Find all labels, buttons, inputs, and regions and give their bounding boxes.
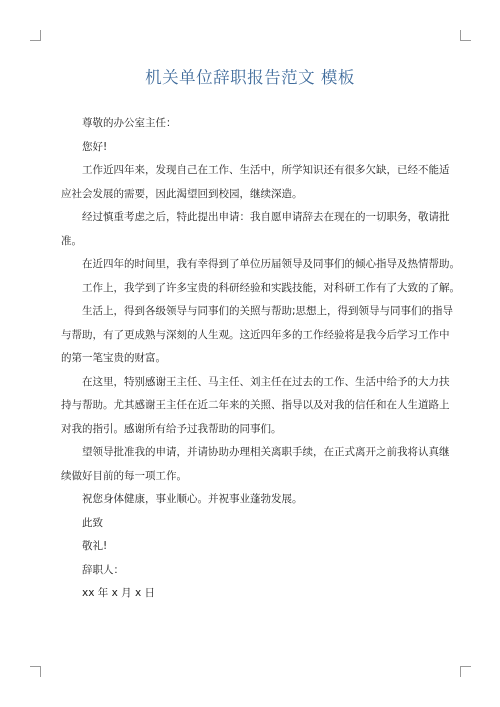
paragraph-line: 生活上，得到各级领导与同事们的关照与帮助;思想上，得到领导与同事们的指导 bbox=[82, 305, 454, 317]
closing-salute: 敬礼! bbox=[82, 540, 108, 552]
corner-mark-bottom-right bbox=[460, 666, 471, 677]
document-title: 机关单位辞职报告范文 模板 bbox=[145, 68, 355, 87]
document-body bbox=[61, 112, 460, 606]
paragraph-line: 望领导批准我的申请，并请协助办理相关离职手续，在正式离开之前我将认真继 bbox=[82, 446, 450, 458]
paragraph-line: 应社会发展的需要，因此渴望回到校园，继续深造。 bbox=[61, 187, 303, 200]
corner-mark-bottom-left bbox=[30, 666, 41, 677]
corner-mark-top-left bbox=[30, 30, 41, 41]
paragraph-line: 持与帮助。尤其感谢王主任在近二年来的关照、指导以及对我的信任和在人生道路上 bbox=[61, 399, 450, 411]
paragraph-line: 的第一笔宝贵的财富。 bbox=[61, 352, 166, 364]
paragraph-line: 工作近四年来，发现自己在工作、生活中，所学知识还有很多欠缺，已经不能适 bbox=[82, 164, 450, 176]
paragraph-line: 工作上，我学到了许多宝贵的科研经验和实践技能，对科研工作有了大致的了解。 bbox=[82, 281, 460, 294]
date-line: xx 年 x 月 x 日 bbox=[82, 587, 156, 599]
paragraph-line: 祝您身体健康，事业顺心。并祝事业蓬勃发展。 bbox=[82, 493, 303, 505]
paragraph-line: 续做好目前的每一项工作。 bbox=[61, 469, 187, 482]
greeting: 您好! bbox=[82, 140, 108, 153]
paragraph-line: 对我的指引。感谢所有给予过我帮助的同事们。 bbox=[61, 422, 282, 435]
paragraph-line: 在这里，特别感谢王主任、马主任、刘主任在过去的工作、生活中给予的大力扶 bbox=[82, 375, 450, 388]
paragraph-line: 经过慎重考虑之后，特此提出申请：我自愿申请辞去在现在的一切职务，敬请批 bbox=[82, 211, 450, 223]
corner-mark-top-right bbox=[460, 30, 471, 41]
salutation: 尊敬的办公室主任： bbox=[82, 117, 177, 129]
signature-label: 辞职人： bbox=[82, 563, 124, 576]
paragraph-line: 与帮助，有了更成熟与深刻的人生观。这近四年多的工作经验将是我今后学习工作中 bbox=[61, 328, 450, 341]
paragraph-line: 在近四年的时间里，我有幸得到了单位历届领导及同事们的倾心指导及热情帮助。 bbox=[82, 258, 460, 270]
paragraph-line: 准。 bbox=[61, 234, 82, 247]
closing-line: 此致 bbox=[82, 516, 103, 529]
